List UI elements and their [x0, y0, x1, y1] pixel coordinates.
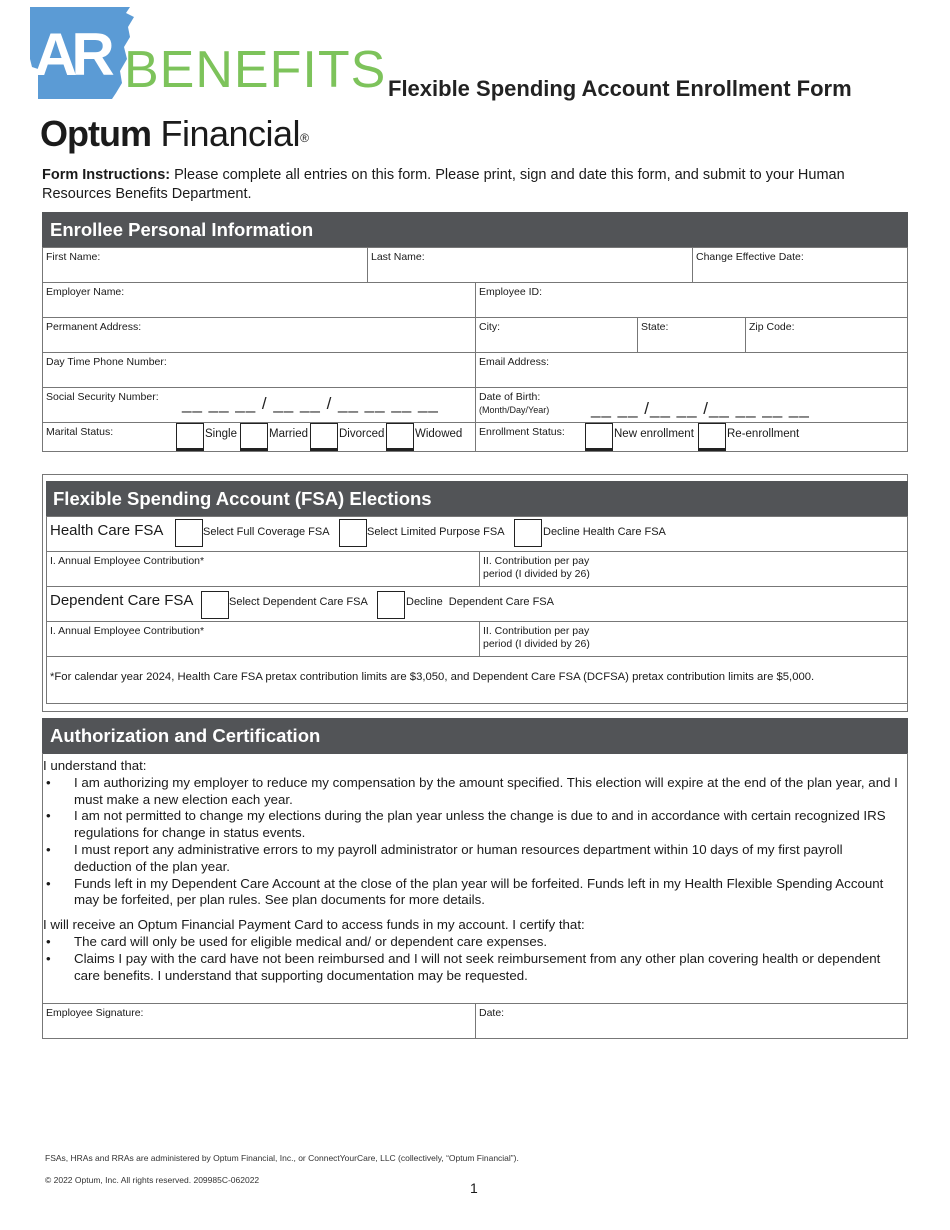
- dob-blanks: __ __ /__ __ /__ __ __ __: [591, 399, 810, 418]
- option-single: Single: [205, 428, 237, 440]
- section-header-personal: Enrollee Personal Information: [42, 212, 908, 248]
- optum-logo-bold: Optum: [40, 113, 151, 154]
- email-label: Email Address:: [479, 356, 550, 368]
- ssn-blanks: __ __ __ / __ __ / __ __ __ __: [182, 394, 439, 413]
- signature-date-field[interactable]: [475, 1003, 908, 1039]
- dob-label: Date of Birth:: [479, 391, 541, 403]
- hc-per-pay-field[interactable]: [479, 551, 908, 587]
- phone-field[interactable]: [42, 352, 476, 388]
- option-new-enrollment: New enrollment: [614, 428, 694, 440]
- employee-id-field[interactable]: [475, 282, 908, 318]
- zip-label: Zip Code:: [749, 321, 795, 333]
- state-field[interactable]: [637, 317, 746, 353]
- auth-intro-card: I will receive an Optum Financial Payment Card to access funds in my account. I certify that:: [43, 917, 585, 933]
- first-name-label: First Name:: [46, 251, 101, 263]
- signature-label: Employee Signature:: [46, 1007, 144, 1019]
- footer-administrator-note: FSAs, HRAs and RRAs are administered by Optum Financial, Inc., or ConnectYourCare, LLC (collectively, “Optum Financial”).: [45, 1153, 519, 1163]
- page-title: Flexible Spending Account Enrollment Form: [388, 76, 852, 101]
- checkbox-limited-purpose-fsa[interactable]: [339, 519, 367, 547]
- employee-signature-field[interactable]: [42, 1003, 476, 1039]
- first-name-field[interactable]: [42, 247, 368, 283]
- checkbox-decline-health-care-fsa[interactable]: [514, 519, 542, 547]
- date-label: Date:: [479, 1007, 505, 1019]
- checkbox-full-coverage-fsa[interactable]: [175, 519, 203, 547]
- option-full-coverage-fsa: Select Full Coverage FSA: [203, 526, 330, 538]
- dc-annual-label: I. Annual Employee Contribution*: [50, 625, 205, 637]
- city-label: City:: [479, 321, 500, 333]
- option-limited-purpose-fsa: Select Limited Purpose FSA: [367, 526, 505, 538]
- option-decline-health-care-fsa: Decline Health Care FSA: [543, 526, 666, 538]
- instructions-lead: Form Instructions:: [42, 167, 171, 183]
- contribution-limits-note: *For calendar year 2024, Health Care FSA pretax contribution limits are $3,050, and Dependent Care FSA (DCFSA) pretax contribution limits are $5,000.: [46, 656, 908, 704]
- hc-annual-label: I. Annual Employee Contribution*: [50, 555, 205, 567]
- logo-benefits-wordmark: BENEFITS: [124, 41, 387, 99]
- registered-mark: ®: [300, 131, 309, 145]
- city-field[interactable]: [475, 317, 638, 353]
- hc-per-pay-label-1: II. Contribution per pay: [483, 555, 590, 567]
- hc-per-pay-label-2: period (I divided by 26): [483, 568, 590, 580]
- dc-per-pay-label-2: period (I divided by 26): [483, 638, 590, 650]
- checkbox-married[interactable]: [240, 423, 268, 451]
- phone-label: Day Time Phone Number:: [46, 356, 167, 368]
- state-label: State:: [641, 321, 669, 333]
- section-header-authorization: Authorization and Certification: [42, 718, 908, 754]
- hc-annual-contribution-field[interactable]: [46, 551, 480, 587]
- section-header-fsa: Flexible Spending Account (FSA) Elections: [46, 481, 908, 517]
- authorization-text: [43, 758, 903, 984]
- checkbox-divorced[interactable]: [310, 423, 338, 451]
- dc-annual-contribution-field[interactable]: [46, 621, 480, 657]
- health-care-fsa-label: Health Care FSA: [50, 522, 164, 539]
- change-date-label: Change Effective Date:: [696, 251, 804, 263]
- footer-copyright: © 2022 Optum, Inc. All rights reserved. 209985C-062022: [45, 1175, 260, 1185]
- auth-bullet: • I must report any administrative errors to my payroll administrator or human resources department within 10 days of my first payroll deduction of the plan year.: [43, 842, 903, 876]
- employer-name-label: Employer Name:: [46, 286, 125, 298]
- checkbox-single[interactable]: [176, 423, 204, 451]
- arkansas-state-logo: [30, 7, 135, 99]
- checkbox-new-enrollment[interactable]: [585, 423, 613, 451]
- dob-format-label: (Month/Day/Year): [479, 405, 550, 415]
- dc-per-pay-label-1: II. Contribution per pay: [483, 625, 590, 637]
- marital-status-label: Marital Status:: [46, 426, 114, 438]
- auth-bullet: • Funds left in my Dependent Care Account at the close of the plan year will be forfeited. Funds left in my Health Flexible Spending Account may be forfeited, per plan rules. See plan documents for more details.: [43, 876, 903, 910]
- employer-name-field[interactable]: [42, 282, 476, 318]
- enrollment-status-label: Enrollment Status:: [479, 426, 565, 438]
- address-label: Permanent Address:: [46, 321, 142, 333]
- last-name-label: Last Name:: [371, 251, 425, 263]
- option-widowed: Widowed: [415, 428, 463, 440]
- auth-intro: I understand that:: [43, 758, 147, 773]
- checkbox-decline-dependent-care-fsa[interactable]: [377, 591, 405, 619]
- dc-per-pay-field[interactable]: [479, 621, 908, 657]
- option-married: Married: [269, 428, 308, 440]
- form-instructions: [42, 166, 912, 204]
- option-divorced: Divorced: [339, 428, 385, 440]
- option-decline-dependent-care-fsa: Decline Dependent Care FSA: [406, 596, 554, 608]
- optum-logo-rest: Financial: [150, 113, 301, 154]
- employee-id-label: Employee ID:: [479, 286, 543, 298]
- option-select-dependent-care-fsa: Select Dependent Care FSA: [229, 596, 368, 608]
- auth-bullet: • I am not permitted to change my elections during the plan year unless the change is due to and in accordance with certain recognized IRS regulations for change in status events.: [43, 808, 903, 842]
- email-field[interactable]: [475, 352, 908, 388]
- change-effective-date-field[interactable]: [692, 247, 908, 283]
- card-bullet: • The card will only be used for eligible medical and/ or dependent care expenses.: [43, 934, 903, 951]
- zip-code-field[interactable]: [745, 317, 908, 353]
- logo-ar-text: AR: [34, 21, 109, 88]
- dependent-care-fsa-label: Dependent Care FSA: [50, 592, 194, 609]
- checkbox-widowed[interactable]: [386, 423, 414, 451]
- checkbox-re-enrollment[interactable]: [698, 423, 726, 451]
- page-number: 1: [470, 1180, 478, 1196]
- optum-financial-logo: [40, 112, 308, 156]
- checkbox-select-dependent-care-fsa[interactable]: [201, 591, 229, 619]
- auth-bullet: • I am authorizing my employer to reduce my compensation by the amount specified. This election will expire at the end of the plan year, and I must make a new election each year.: [43, 775, 903, 809]
- card-bullet: • Claims I pay with the card have not been reimbursed and I will not seek reimbursement from any other plan covering health or dependent care benefits. I understand that supporting documentation may be requested.: [43, 951, 903, 985]
- last-name-field[interactable]: [367, 247, 693, 283]
- ssn-label: Social Security Number:: [46, 391, 159, 403]
- instructions-text: Please complete all entries on this form. Please print, sign and date this form, and submit to your Human Resources Benefits Department.: [42, 167, 845, 202]
- option-re-enrollment: Re-enrollment: [727, 428, 800, 440]
- permanent-address-field[interactable]: [42, 317, 476, 353]
